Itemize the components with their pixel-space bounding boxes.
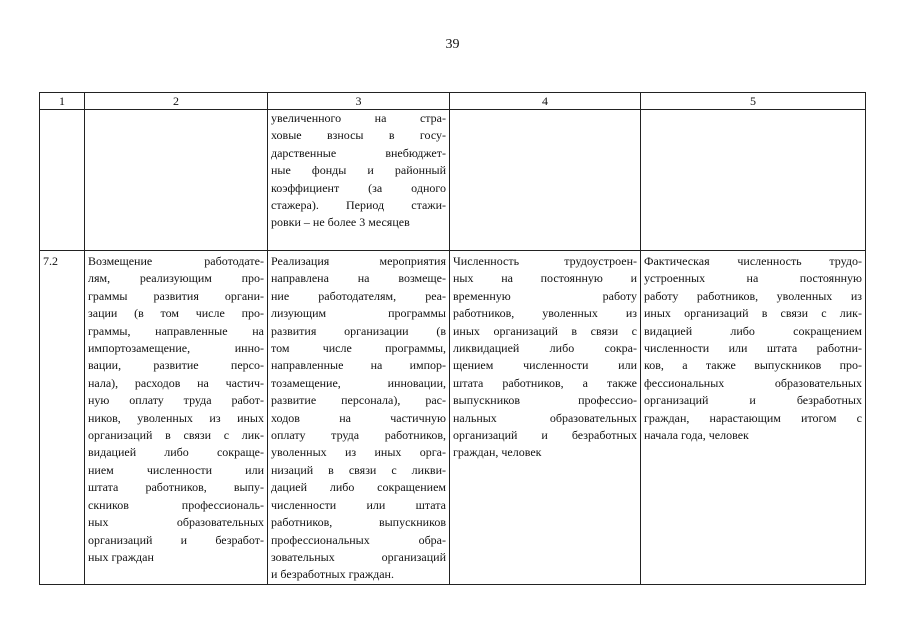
- text-line: организаций и безработных: [644, 393, 862, 408]
- column-header: 4: [450, 93, 641, 110]
- text-line: дарственные внебюджет-: [271, 145, 446, 160]
- text-line: нала), расходов на частич-: [88, 375, 264, 390]
- measure-description-cell: [268, 251, 450, 585]
- text-line: тозамещение, инновации,: [271, 375, 446, 390]
- text-line: граммы, направленные на: [88, 323, 264, 338]
- text-line: организаций и безработ-: [88, 532, 264, 547]
- text-line: профессиональных обра-: [271, 532, 446, 547]
- text-line: ховые взносы в госу-: [271, 128, 446, 143]
- text-line: Реализация мероприятия: [271, 254, 446, 268]
- text-line: низаций в связи с ликви-: [271, 462, 446, 477]
- text-line: фессиональных образовательных: [644, 375, 862, 390]
- indicator-cell: [450, 251, 641, 585]
- text-line: вации, развитие персо-: [88, 358, 264, 373]
- text-line: 7.2: [43, 254, 58, 268]
- text-line: видацией либо сокраще-: [88, 445, 264, 460]
- text-line: том числе программы,: [271, 341, 446, 356]
- table-row: [40, 251, 866, 585]
- column-header: 3: [268, 93, 450, 110]
- text-line: ков, а также выпускников про-: [644, 358, 862, 373]
- text-line: иных организаций в связи с: [453, 323, 637, 338]
- text-line: лизующим программы: [271, 306, 446, 321]
- text-line: развития организации (в: [271, 323, 446, 338]
- text-line: устроенных на постоянную: [644, 271, 862, 286]
- text-line: ные фонды и районный: [271, 163, 446, 178]
- text-line: граммы развития органи-: [88, 288, 264, 303]
- text-line: щением численности или: [453, 358, 637, 373]
- text-line: направленные на импор-: [271, 358, 446, 373]
- text-line: выпускников профессио-: [453, 393, 637, 408]
- text-line: Возмещение работодате-: [88, 254, 264, 268]
- table-row: [40, 110, 866, 251]
- text-line: ную оплату труда работ-: [88, 393, 264, 408]
- text-line: организаций и безработных: [453, 428, 637, 443]
- text-line: работников, уволенных из: [453, 306, 637, 321]
- table-cell: [450, 110, 641, 251]
- text-line: уволенных из иных орга-: [271, 445, 446, 460]
- text-line: зовательных организаций: [271, 549, 446, 564]
- text-line: коэффициент (за одного: [271, 180, 446, 195]
- text-line: увеличенного на стра-: [271, 111, 446, 125]
- text-line: импортозамещение, инно-: [88, 341, 264, 356]
- text-line: ников, уволенных из иных: [88, 410, 264, 425]
- text-line: начала года, человек: [644, 428, 749, 443]
- text-line: иных организаций в связи с лик-: [644, 306, 862, 321]
- text-line: нием численности или: [88, 462, 264, 477]
- text-line: стажера). Период стажи-: [271, 198, 446, 213]
- table-cell: [85, 110, 268, 251]
- table-cell: [641, 110, 866, 251]
- measure-name-cell: [85, 251, 268, 585]
- text-line: численности или штата работни-: [644, 341, 862, 356]
- text-line: оплату труда работников,: [271, 428, 446, 443]
- text-line: организаций в связи с лик-: [88, 428, 264, 443]
- text-line: скников профессиональ-: [88, 497, 264, 512]
- indicator-method-cell: [641, 251, 866, 585]
- text-line: ных граждан: [88, 549, 154, 564]
- text-line: зации (в том числе про-: [88, 306, 264, 321]
- text-line: дацией либо сокращением: [271, 480, 446, 495]
- table-header-row: [40, 93, 866, 110]
- column-header: 1: [40, 93, 85, 110]
- text-line: ровки – не более 3 месяцев: [271, 215, 410, 230]
- table-cell: [268, 110, 450, 251]
- row-number-cell: [40, 251, 85, 585]
- page-number: 39: [445, 37, 460, 52]
- text-line: направлена на возмеще-: [271, 271, 446, 286]
- measures-table: [39, 92, 866, 585]
- text-line: лям, реализующим про-: [88, 271, 264, 286]
- text-line: граждан, нарастающим итогом с: [644, 410, 862, 425]
- text-line: и безработных граждан.: [271, 567, 394, 582]
- text-line: ных образовательных: [88, 515, 264, 530]
- text-line: ходов на частичную: [271, 410, 446, 425]
- text-line: штата работников, выпу-: [88, 480, 264, 495]
- text-line: нальных образовательных: [453, 410, 637, 425]
- text-line: ние работодателям, реа-: [271, 288, 446, 303]
- text-line: Фактическая численность трудо-: [644, 254, 862, 268]
- column-header: 2: [85, 93, 268, 110]
- text-line: развитие персонала), рас-: [271, 393, 446, 408]
- text-line: ликвидацией либо сокра-: [453, 341, 637, 356]
- text-line: штата работников, а также: [453, 375, 637, 390]
- text-line: Численность трудоустроен-: [453, 254, 637, 268]
- text-line: численности или штата: [271, 497, 446, 512]
- text-line: ных на постоянную и: [453, 271, 637, 286]
- text-line: работников, выпускников: [271, 515, 446, 530]
- text-line: граждан, человек: [453, 445, 542, 460]
- column-header: 5: [641, 93, 866, 110]
- text-line: временную работу: [453, 288, 637, 303]
- text-line: видацией либо сокращением: [644, 323, 862, 338]
- text-line: работу работников, уволенных из: [644, 288, 862, 303]
- table-cell: [40, 110, 85, 251]
